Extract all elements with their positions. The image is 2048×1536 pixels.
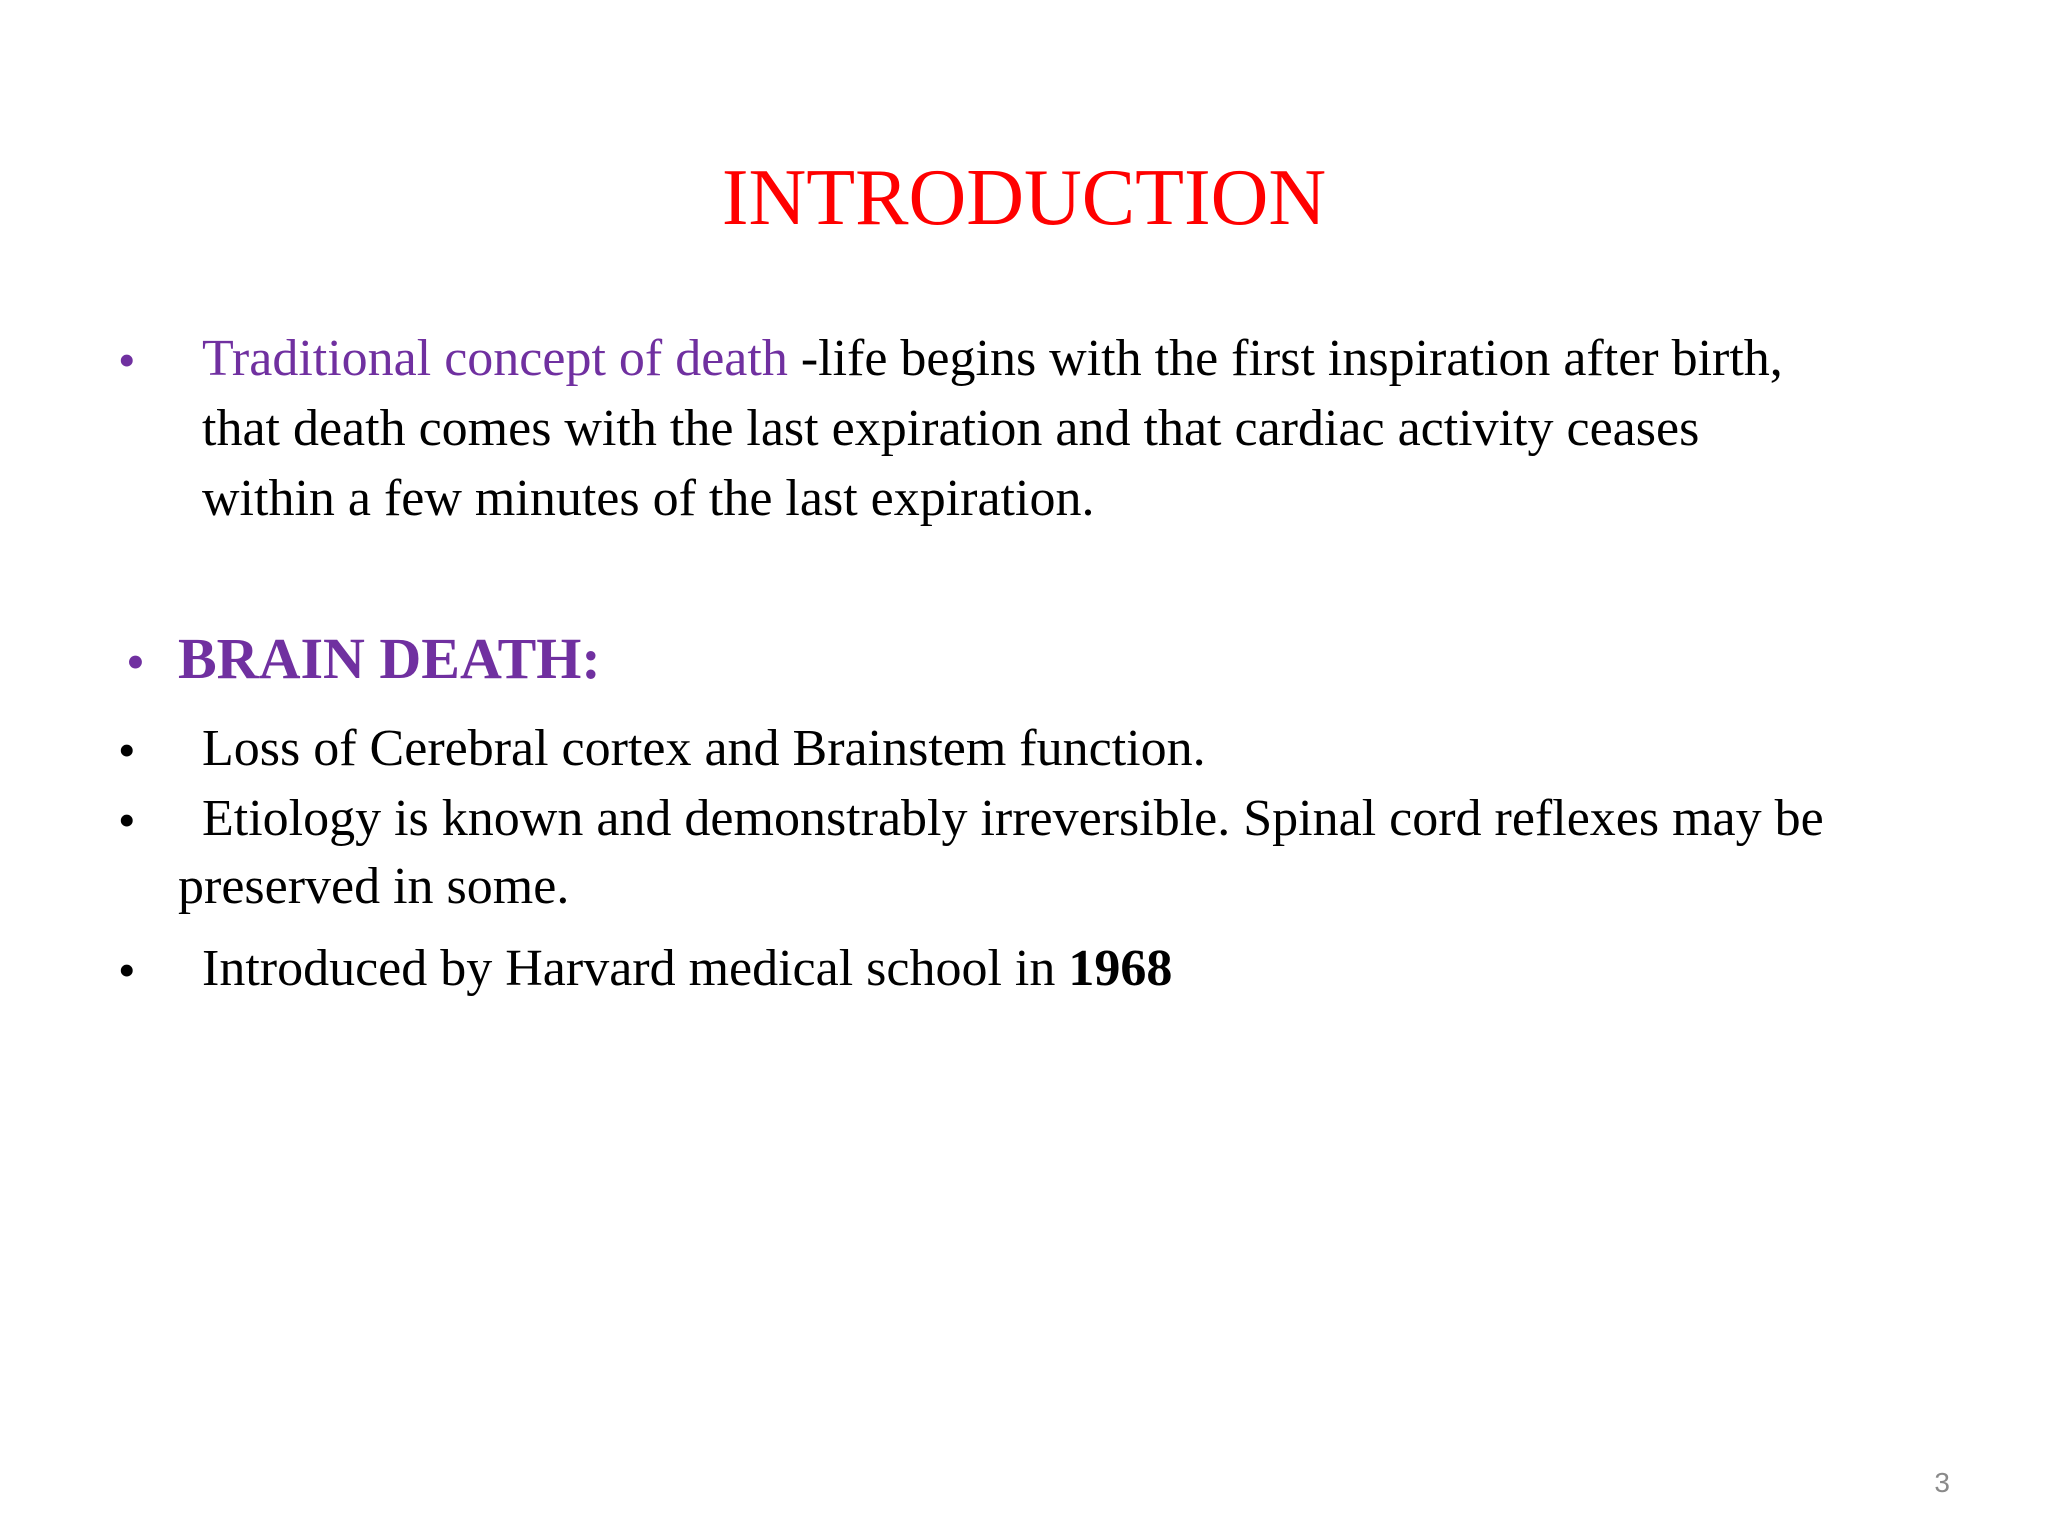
bullet-text: Introduced by Harvard medical school in [202,940,1069,997]
bullet-line: within a few minutes of the last expiration. [202,470,1095,527]
bullet-harvard [202,934,1172,1004]
year-bold: 1968 [1068,940,1173,997]
bullet-dot-icon: • [118,722,136,778]
slide-title: INTRODUCTION [721,154,1327,242]
bullet-dot-icon: • [118,792,136,848]
bullet-text: -life begins with the first inspiration after birth, [787,330,1783,387]
bullet-line: that death comes with the last expiration and that cardiac activity ceases [202,400,1700,457]
bullet-etiology-line2: preserved in some. [178,858,570,915]
page-number: 3 [1934,1467,1950,1498]
highlight-term: Traditional concept of death [202,330,788,387]
bullet-dot-icon: • [118,942,136,998]
bullet-loss-function: Loss of Cerebral cortex and Brainstem function. [202,720,1206,777]
bullet-etiology-line1: Etiology is known and demonstrably irreversible. Spinal cord reflexes may be [202,790,1824,847]
bullet-dot-icon: • [118,332,136,388]
bullet-dot-icon: • [126,632,145,692]
bullet-line [202,324,1783,394]
brain-death-heading: BRAIN DEATH: [178,626,601,691]
bullet-traditional-concept [202,324,1783,534]
